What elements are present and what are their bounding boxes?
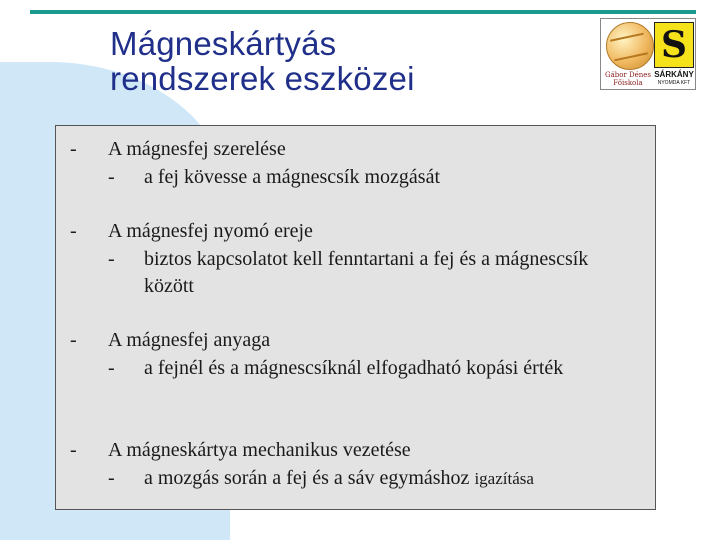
item-subtext — [144, 246, 624, 300]
sub-bullet-dash: - — [108, 357, 115, 379]
logo-right-name: SÁRKÁNY — [654, 70, 694, 79]
slide-title — [110, 26, 415, 96]
logo-left-text: Gábor Dénes Főiskola — [604, 71, 652, 87]
item-heading: A mágneskártya mechanikus vezetése — [108, 439, 411, 461]
item-heading: A mágnesfej anyaga — [108, 329, 271, 351]
item-heading: A mágnesfej szerelése — [108, 138, 286, 160]
sub-bullet-dash: - — [108, 166, 115, 188]
item-subtext-main: a mozgás során a fej és a sáv egymáshoz — [144, 467, 475, 489]
item-subtext-main: a fej kövesse a mágnescsík mozgását — [144, 166, 441, 188]
logo-right-subtext: NYOMDA KFT — [657, 80, 691, 86]
content-panel — [55, 125, 656, 510]
sub-bullet-dash: - — [108, 248, 115, 270]
bullet-dash: - — [70, 439, 77, 461]
slide-title-line-2: rendszerek eszközei — [110, 60, 415, 97]
logo-s-shield-icon: S — [654, 22, 694, 68]
item-heading: A mágnesfej nyomó ereje — [108, 220, 313, 242]
item-subtext-main: a fejnél és a mágnescsíknál elfogadható kopási érték — [144, 357, 564, 379]
bullet-dash: - — [70, 138, 77, 160]
item-subtext — [144, 355, 624, 382]
item-subtext-small: igazítása — [474, 469, 534, 488]
item-subtext — [144, 164, 624, 191]
logo — [600, 18, 696, 90]
bullet-dash: - — [70, 220, 77, 242]
item-subtext-main: biztos kapcsolatot kell fenntartani a fej és a mágnescsík között — [144, 248, 589, 297]
slide-title-line-1: Mágneskártyás — [110, 25, 337, 62]
sub-bullet-dash: - — [108, 467, 115, 489]
item-subtext — [144, 465, 664, 492]
bullet-dash: - — [70, 329, 77, 351]
top-rule — [30, 10, 696, 14]
logo-right-text — [653, 71, 695, 87]
